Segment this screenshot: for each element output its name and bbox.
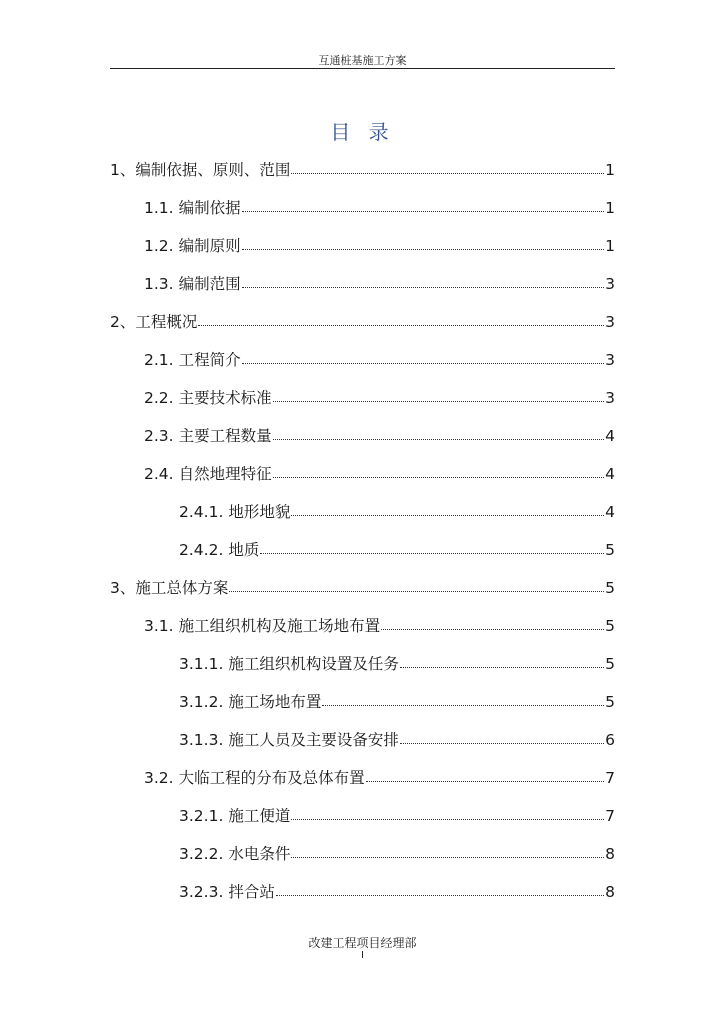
toc-entry[interactable] xyxy=(110,156,615,194)
toc-leader-dots xyxy=(242,199,605,213)
page-header: 互通桩基施工方案 xyxy=(318,54,407,67)
toc-entry-text: 工程概况 xyxy=(135,313,198,331)
toc-title: 目 录 xyxy=(330,120,395,144)
toc-leader-dots xyxy=(198,313,604,327)
toc-entry-number: 2.4.1. xyxy=(179,503,224,521)
toc-entry-number: 3.2.3. xyxy=(179,883,224,901)
toc-leader-dots xyxy=(400,655,604,669)
toc-leader-dots xyxy=(242,275,605,289)
toc-entry-number: 1.1. xyxy=(144,199,174,217)
toc-leader-dots xyxy=(366,769,605,783)
toc-entry-number: 2.4.2. xyxy=(179,541,224,559)
toc-entry-text: 施工总体方案 xyxy=(135,579,229,597)
toc-entry-number: 3.1.3. xyxy=(179,731,224,749)
toc-entry-page: 6 xyxy=(605,731,615,749)
toc-leader-dots xyxy=(291,845,604,859)
toc-entry-page: 4 xyxy=(605,427,615,445)
toc-leader-dots xyxy=(291,807,604,821)
toc-entry-number: 1.3. xyxy=(144,275,174,293)
toc-entry-page: 3 xyxy=(605,389,615,407)
toc-entry[interactable] xyxy=(110,308,615,346)
toc-entry-number: 3.1.2. xyxy=(179,693,224,711)
toc-entry-text: 主要技术标准 xyxy=(178,389,272,407)
toc-leader-dots xyxy=(381,617,604,631)
toc-leader-dots xyxy=(229,579,604,593)
header-rule xyxy=(110,68,615,69)
toc-entry-text: 拌合站 xyxy=(228,883,275,901)
toc-entry-text: 主要工程数量 xyxy=(178,427,272,445)
toc-entry[interactable] xyxy=(110,536,615,574)
toc-entry-text: 施工便道 xyxy=(228,807,291,825)
toc-entry[interactable] xyxy=(110,460,615,498)
toc-entry-text: 自然地理特征 xyxy=(178,465,272,483)
toc-entry[interactable] xyxy=(110,612,615,650)
toc-entry[interactable] xyxy=(110,422,615,460)
toc-entry-page: 5 xyxy=(605,655,615,673)
toc-leader-dots xyxy=(322,693,604,707)
toc-entry-page: 4 xyxy=(605,503,615,521)
toc-entry[interactable] xyxy=(110,650,615,688)
toc-entry-text: 水电条件 xyxy=(228,845,291,863)
toc-entry-page: 8 xyxy=(605,883,615,901)
toc-entry-number: 2.1. xyxy=(144,351,174,369)
toc-entry-page: 1 xyxy=(605,237,615,255)
toc-entry-page: 3 xyxy=(605,313,615,331)
toc-entry-text: 施工场地布置 xyxy=(228,693,322,711)
toc-entry-page: 4 xyxy=(605,465,615,483)
toc-entry-number: 1.2. xyxy=(144,237,174,255)
toc-entry-number: 3.2.2. xyxy=(179,845,224,863)
toc-entry[interactable] xyxy=(110,840,615,878)
toc-entry-text: 施工人员及主要设备安排 xyxy=(228,731,399,749)
toc-entry-text: 地形地貌 xyxy=(228,503,291,521)
toc-entry-text: 编制原则 xyxy=(178,237,241,255)
toc-entry-page: 3 xyxy=(605,275,615,293)
toc-entry-number: 3.1. xyxy=(144,617,174,635)
page-footer: 改建工程项目经理部 xyxy=(308,936,417,950)
toc-entry[interactable] xyxy=(110,802,615,840)
toc-entry[interactable] xyxy=(110,878,615,916)
toc-entry[interactable] xyxy=(110,498,615,536)
toc-entry-page: 1 xyxy=(605,199,615,217)
toc-entry-number: 3.2.1. xyxy=(179,807,224,825)
toc-entry[interactable] xyxy=(110,194,615,232)
toc-entry[interactable] xyxy=(110,688,615,726)
toc-entry-text: 工程简介 xyxy=(178,351,241,369)
table-of-contents xyxy=(110,156,615,916)
toc-entry-page: 1 xyxy=(605,161,615,179)
toc-entry-page: 5 xyxy=(605,579,615,597)
toc-entry-page: 3 xyxy=(605,351,615,369)
toc-entry-number: 2.2. xyxy=(144,389,174,407)
toc-entry-text: 施工组织机构设置及任务 xyxy=(228,655,399,673)
toc-leader-dots xyxy=(242,237,605,251)
toc-entry[interactable] xyxy=(110,574,615,612)
toc-entry-number: 1、 xyxy=(110,161,136,179)
toc-entry-page: 5 xyxy=(605,541,615,559)
toc-entry-page: 8 xyxy=(605,845,615,863)
toc-entry-text: 编制依据、原则、范围 xyxy=(135,161,291,179)
toc-entry[interactable] xyxy=(110,384,615,422)
toc-entry-page: 7 xyxy=(605,807,615,825)
toc-entry-page: 5 xyxy=(605,617,615,635)
toc-leader-dots xyxy=(291,161,604,175)
toc-entry-number: 3、 xyxy=(110,579,136,597)
toc-entry-number: 3.2. xyxy=(144,769,174,787)
toc-leader-dots xyxy=(273,465,605,479)
toc-leader-dots xyxy=(242,351,605,365)
toc-entry-text: 编制依据 xyxy=(178,199,241,217)
toc-entry[interactable] xyxy=(110,764,615,802)
toc-leader-dots xyxy=(273,427,605,441)
toc-entry-number: 2、 xyxy=(110,313,136,331)
toc-entry-text: 大临工程的分布及总体布置 xyxy=(178,769,365,787)
toc-entry-number: 2.4. xyxy=(144,465,174,483)
toc-leader-dots xyxy=(260,541,604,555)
toc-leader-dots xyxy=(276,883,604,897)
toc-entry[interactable] xyxy=(110,726,615,764)
toc-entry-page: 7 xyxy=(605,769,615,787)
toc-leader-dots xyxy=(400,731,604,745)
toc-entry[interactable] xyxy=(110,232,615,270)
toc-entry-number: 2.3. xyxy=(144,427,174,445)
toc-entry-text: 地质 xyxy=(228,541,260,559)
toc-entry[interactable] xyxy=(110,270,615,308)
toc-leader-dots xyxy=(291,503,604,517)
toc-entry-number: 3.1.1. xyxy=(179,655,224,673)
page-number: I xyxy=(361,950,364,961)
toc-entry[interactable] xyxy=(110,346,615,384)
toc-entry-text: 施工组织机构及施工场地布置 xyxy=(178,617,381,635)
toc-entry-text: 编制范围 xyxy=(178,275,241,293)
toc-leader-dots xyxy=(273,389,605,403)
toc-entry-page: 5 xyxy=(605,693,615,711)
